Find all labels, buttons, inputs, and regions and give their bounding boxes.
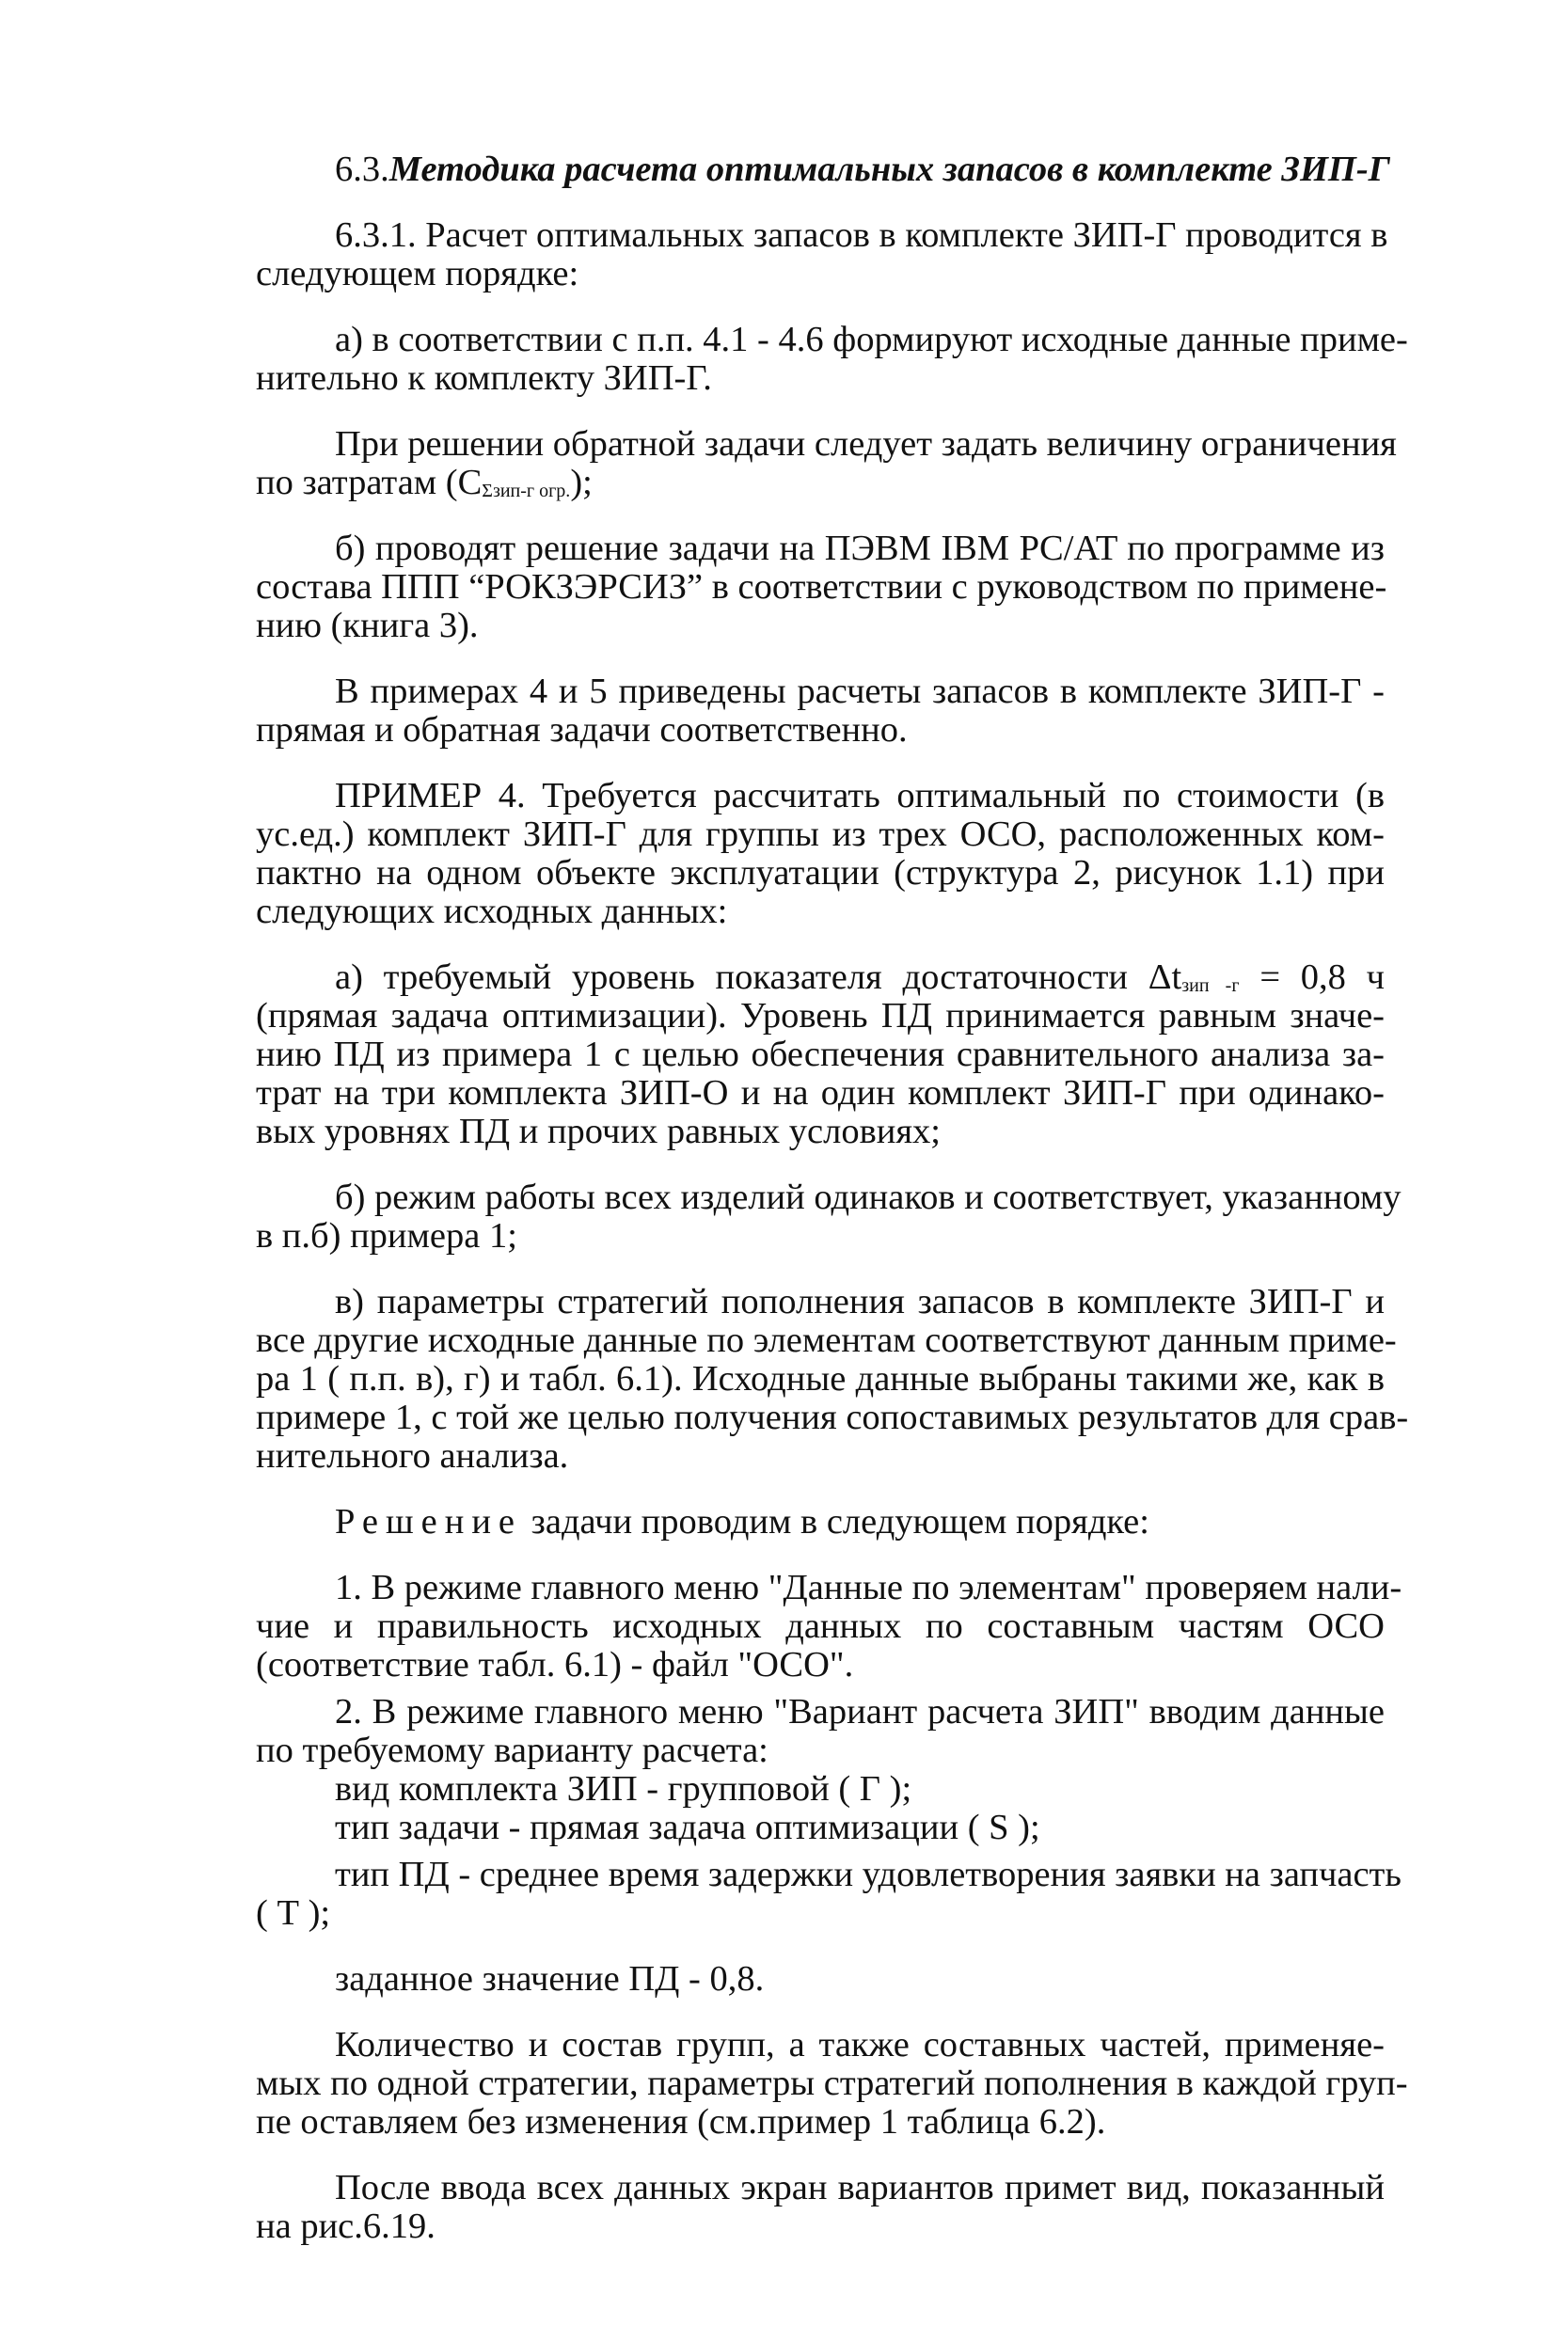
text-fragment: а) требуемый уровень показателя достаточности Δt	[335, 957, 1182, 997]
paragraph-groups	[256, 2025, 1408, 2142]
text-line: 1. В режиме главного меню "Данные по элементам" проверяем нали-	[335, 1568, 1402, 1607]
text-line: а) в соответствии с п.п. 4.1 - 4.6 формируют исходные данные приме-	[335, 320, 1408, 359]
step-2	[256, 1692, 1402, 1999]
text-line: нительного анализа.	[256, 1436, 569, 1476]
subscript: зип -г	[1181, 975, 1240, 996]
solution-word: Решение	[335, 1502, 523, 1542]
paragraph-example-4-c	[256, 1282, 1409, 1476]
subscript: Σзип-г огр.	[482, 481, 571, 501]
text-line: ПРИМЕР 4. Требуется рассчитать оптимальный по стоимости (в	[335, 776, 1385, 815]
text-line: Количество и состав групп, а также составных частей, применяе-	[335, 2025, 1385, 2064]
pd-value-line: заданное значение ПД - 0,8.	[335, 1959, 765, 1999]
paragraph-item-b	[256, 530, 1385, 645]
text-line: на рис.6.19.	[256, 2207, 436, 2246]
text-line: 2. В режиме главного меню "Вариант расчета ЗИП" вводим данные	[335, 1692, 1385, 1732]
text-line: мых по одной стратегии, параметры стратегий пополнения в каждой груп-	[256, 2064, 1408, 2103]
text-line: При решении обратной задачи следует задать величину ограничения	[335, 424, 1397, 464]
text-line: пактно на одном объекте эксплуатации (структура 2, рисунок 1.1) при	[256, 853, 1385, 893]
paragraph-examples	[256, 672, 1385, 750]
paragraph-example-4-b	[256, 1178, 1402, 1256]
text-fragment: = 0,8 ч	[1239, 957, 1386, 997]
text-line: После ввода всех данных экран вариантов примет вид, показанный	[335, 2168, 1385, 2207]
paragraph-after-input	[256, 2169, 1385, 2246]
text-fragment: по затратам (С	[256, 463, 483, 502]
text-fragment: задачи проводим в следующем порядке:	[522, 1502, 1149, 1542]
text-line: нию (книга 3).	[256, 606, 479, 645]
text-line: В примерах 4 и 5 приведены расчеты запасов в комплекте ЗИП-Г -	[335, 672, 1385, 711]
text-line: по требуемому варианту расчета:	[256, 1731, 768, 1770]
text-line: б) проводят решение задачи на ПЭВМ IBM PC/AT по программе из	[335, 529, 1385, 568]
pd-type-code-line: ( Т );	[256, 1893, 331, 1933]
text-line: вых уровнях ПД и прочих равных условиях;	[256, 1112, 942, 1151]
text-line: в п.б) примера 1;	[256, 1216, 517, 1256]
paragraph-example-4-a	[256, 958, 1385, 1151]
text-line: чие и правильность исходных данных по составным частям ОСО	[256, 1606, 1385, 1646]
paragraph-6-3-1	[256, 215, 1388, 293]
document-page	[256, 150, 1409, 2246]
kit-type-line: вид комплекта ЗИП - групповой ( Г );	[335, 1769, 912, 1809]
section-title: Методика расчета оптимальных запасов в комплекте ЗИП-Г	[388, 150, 1390, 189]
text-line: следующем порядке:	[256, 254, 579, 293]
section-heading	[256, 150, 1390, 189]
solution-heading	[256, 1503, 1385, 1542]
text-line: все другие исходные данные по элементам соответствуют данным приме-	[256, 1321, 1397, 1360]
text-line: пе оставляем без изменения (см.пример 1 таблица 6.2).	[256, 2102, 1106, 2142]
text-line: (соответствие табл. 6.1) - файл "ОСО".	[256, 1645, 854, 1685]
text-line-required-level	[256, 958, 1385, 997]
step-1	[256, 1568, 1402, 1685]
text-line: 6.3.1. Расчет оптимальных запасов в комплекте ЗИП-Г проводится в	[335, 215, 1388, 255]
text-line: б) режим работы всех изделий одинаков и соответствует, указанному	[335, 1178, 1402, 1217]
text-line-cost-limit	[256, 464, 1385, 502]
text-line: трат на три комплекта ЗИП-О и на один комплект ЗИП-Г при одинако-	[256, 1073, 1385, 1113]
text-line: в) параметры стратегий пополнения запасов в комплекте ЗИП-Г и	[335, 1282, 1385, 1321]
text-line: прямая и обратная задачи соответственно.	[256, 710, 908, 750]
text-fragment: );	[570, 463, 593, 502]
paragraph-example-4	[256, 777, 1385, 931]
text-line: примере 1, с той же целью получения сопоставимых результатов для срав-	[256, 1398, 1409, 1437]
text-line: следующих исходных данных:	[256, 892, 728, 931]
paragraph-reverse-task	[256, 424, 1397, 502]
text-line: нительно к комплекту ЗИП-Г.	[256, 358, 712, 398]
paragraph-item-a	[256, 320, 1408, 398]
text-line: нию ПД из примера 1 с целью обеспечения сравнительного анализа за-	[256, 1035, 1385, 1074]
text-line: (прямая задача оптимизации). Уровень ПД принимается равным значе-	[256, 996, 1385, 1036]
text-line: ус.ед.) комплект ЗИП-Г для группы из трех ОСО, расположенных ком-	[256, 815, 1385, 854]
section-number: 6.3.	[335, 150, 389, 189]
text-line: состава ППП “РОКЗЭРСИЗ” в соответствии с руководством по примене-	[256, 567, 1387, 607]
pd-type-line: тип ПД - среднее время задержки удовлетворения заявки на запчасть	[335, 1855, 1402, 1894]
text-line: ра 1 ( п.п. в), г) и табл. 6.1). Исходные данные выбраны такими же, как в	[256, 1359, 1385, 1399]
task-type-line: тип задачи - прямая задача оптимизации ( S );	[335, 1808, 1040, 1847]
